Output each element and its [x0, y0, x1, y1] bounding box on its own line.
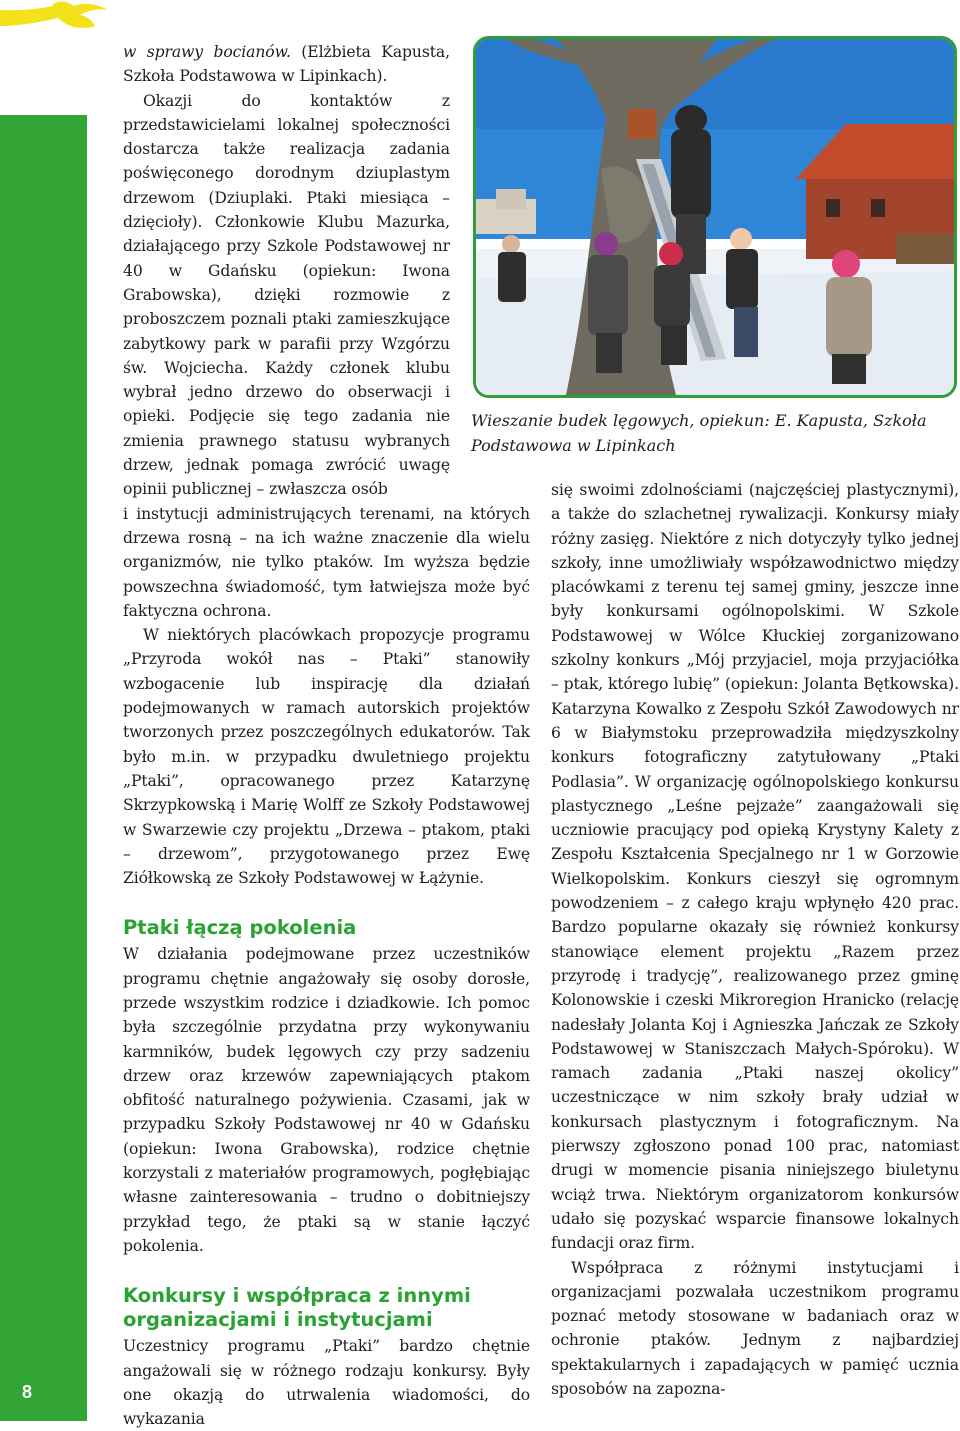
figure-caption: Wieszanie budek lęgowych, opiekun: E. Kapusta, Szkoła Podstawowa w Lipinkach: [471, 411, 927, 455]
paragraph: się swoimi zdolnościami (najczęściej plastycznymi), a także do szlachetnej rywalizacji. Konkursy miały różny zasięg. Niektóre z nich dotyczyły tylko jednej szkoły, inne umożliwiały współzawodnictwo między placówkami z terenu tej samej gminy, jeszcze inne były konkursami ogólnopolskimi. W Szkole Podstawowej w Wólce Kłuckiej zorganizowano szkolny konkurs „Mój przyjaciel, moja przyjaciółka – ptak, którego lubię” (opiekun: Jolanta Bętkowska). Katarzyna Kowalko z Zespołu Szkół Zawodowych nr 6 w Białymstoku przeprowadziła międzyszkolny konkurs fotograficzny zatytułowany „Ptaki Podlasia”. W organizację ogólnopolskiego konkursu plastycznego „Leśne pejzaże” zaangażowali się uczniowie pracujący pod opieką Krystyny Kalety z Zespołu Kształcenia Specjalnego nr 1 w Gorzowie Wielkopolskim. Konkurs cieszył się ogromnym powodzeniem – z całego kraju wpłynęło 420 prac. Bardzo popularne okazały się również konkursy stanowiące element projektu „Razem przez przyrodę i tradycję”, realizowanego przez gminę Kolonowskie i czeski Mikroregion Hranicko (relację nadesłały Jolanta Koj i Agnieszka Jańczak ze Szkoły Podstawowej w Staniszczach Małych-Spóroku). W ramach zadania „Ptaki naszej okolicy” uczestniczące w nim szkoły brały udział w konkursach plastycznym i fotograficznym. Na pierwszy zgłoszono ponad 100 prac, natomiast drugi w momencie pisania niniejszego biuletynu wciąż trwa. Niektórym organizatorom konkursów udało się pozyskać wsparcie finansowe lokalnych fundacji oraz firm.: [551, 481, 959, 1253]
page-sidebar-band: [0, 0, 87, 1421]
section-heading: Ptaki łączą pokolenia: [123, 916, 357, 940]
paragraph: Okazji do kontaktów z przedstawicielami lokalnej społeczności dostarcza także realizacja zadania poświęconego dorodnym dziuplastym drzewom (Dziuplaki. Ptaki miesiąca – dzięcioły). Członkowie Klubu Mazurka, działającego przy Szkole Podstawowej nr 40 w Gdańsku (opiekun: Iwona Grabowska), dzięki rozmowie z proboszczem poznali ptaki zamieszkujące zabytkowy park w parafii przy Wzgórzu św. Wojciecha. Każdy członek klubu wybrał jedno drzewo do obserwacji i opieki. Podjęcie się tego zadania nie zmienia prawnego statusu wybranych drzew, jednak pomaga zwrócić uwagę opinii publicznej – zwłaszcza osób: [123, 91, 450, 499]
bird-logo-icon: [0, 0, 110, 40]
paragraph: W działania podejmowane przez uczestników programu chętnie angażowały się osoby dorosłe, przede wszystkim rodzice i dziadkowie. Ich pomoc była szczególnie przydatna przy wykonywaniu karmników, budek lęgowych czy przy sadzeniu drzew oraz krzewów zapewniających ptakom obfitość naturalnego pożywienia. Czasami, jak w przypadku Szkoły Podstawowej nr 40 w Gdańsku (opiekun: Iwona Grabowska), rodzice chętnie korzystali z materiałów programowych, pogłębiając własne zainteresowania – trudno o dobitniejszy przykład tego, że ptaki są w stanie łączyć pokolenia.: [123, 945, 530, 1255]
paragraph: W niektórych placówkach propozycje programu „Przyroda wokół nas – Ptaki” stanowiły wzbogacenie lub inspirację dla działań podejmowanych w ramach autorskich projektów tworzonych przez poszczególnych edukatorów. Tak było m.in. w przypadku dwuletniego projektu „Ptaki”, opracowanego przez Katarzynę Skrzypkowską i Marię Wolff ze Szkoły Podstawowej w Swarzewie czy projektu „Drzewa – ptakom, ptaki – drzewom”, przygotowanego przez Ewę Ziółkowską ze Szkoły Podstawowej w Łążynie.: [123, 626, 530, 888]
left-column: [123, 40, 530, 1431]
right-column: [551, 478, 959, 1401]
paragraph: Uczestnicy programu „Ptaki” bardzo chętnie angażowali się w różnego rodzaju konkursy. Były one okazją do utrwalenia wiadomości, do wykazania: [123, 1337, 530, 1429]
paragraph: i instytucji administrujących terenami, na których drzewa rosną – na ich ważne znaczenie dla wielu organizmów, nie tylko ptaków. Im wyższa będzie powszechna świadomość, tym łatwiejsza może być faktyczna ochrona.: [123, 504, 530, 620]
paragraph: [123, 40, 450, 89]
paragraph-text: (Elżbieta Kapusta, Szkoła Podstawowa w Lipinkach).: [123, 43, 450, 86]
figure-photo: [473, 36, 957, 398]
section-heading: Konkursy i współpraca z innymi organizacjami i instytucjami: [123, 1284, 471, 1332]
page-number: 8: [21, 1382, 32, 1402]
paragraph: Współpraca z różnymi instytucjami i organizacjami pozwalała uczestnikom programu poznać metody stosowane w badaniach oraz w ochronie ptaków. Jednym z najbardziej spektakularnych i zapadających w pamięć ucznia sposobów na zapozna-: [551, 1258, 959, 1398]
italic-lead: w sprawy bocianów.: [123, 43, 291, 61]
tree-nest-box-photo-image: [476, 39, 954, 395]
